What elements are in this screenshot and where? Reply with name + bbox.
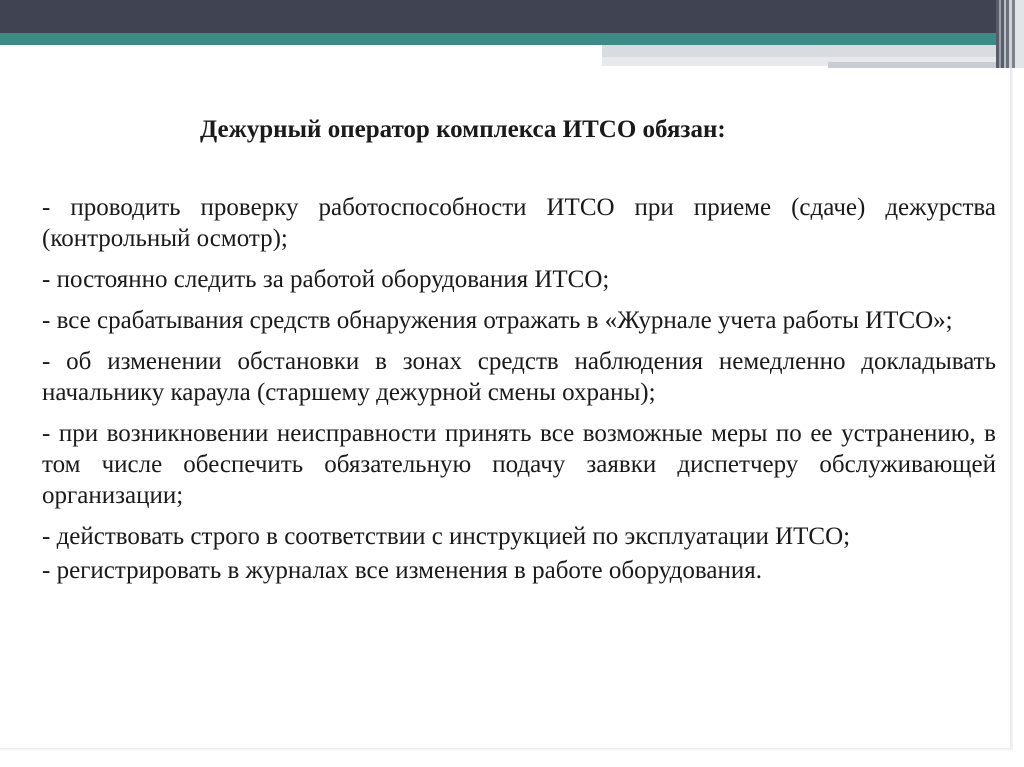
slide-title: Дежурный оператор комплекса ИТСО обязан: [200,116,726,143]
slide-bottom-shadow [0,748,1013,751]
slide-right-shadow [1010,68,1013,748]
header-strip [602,45,1012,57]
duty-item: - действовать строго в соответствии с инструкцией по эксплуатации ИТСО; [42,523,851,550]
header-corner-decoration [996,0,1024,68]
duty-item: - все срабатывания средств обнаружения отражать в «Журнале учета работы ИТСО»; [42,307,953,334]
duties-list [42,192,996,586]
header-accent-bar [0,33,1024,45]
header-bar [0,0,1024,33]
header-strip-small [828,62,1012,68]
duty-item: - об изменении обстановки в зонах средств наблюдения немедленно докладывать начальнику караула (старшему дежурной смены охраны); [42,348,996,406]
duty-item: - при возникновении неисправности принять все возможные меры по ее устранению, в том числе обеспечить обязательную подачу заявки диспетчеру обслуживающей организации; [42,420,996,509]
duty-item: - регистрировать в журналах все изменения в работе оборудования. [42,557,762,584]
duty-item: - постоянно следить за работой оборудования ИТСО; [42,266,610,293]
duty-item: - проводить проверку работоспособности ИТСО при приеме (сдаче) дежурства (контрольный осмотр); [42,194,996,252]
